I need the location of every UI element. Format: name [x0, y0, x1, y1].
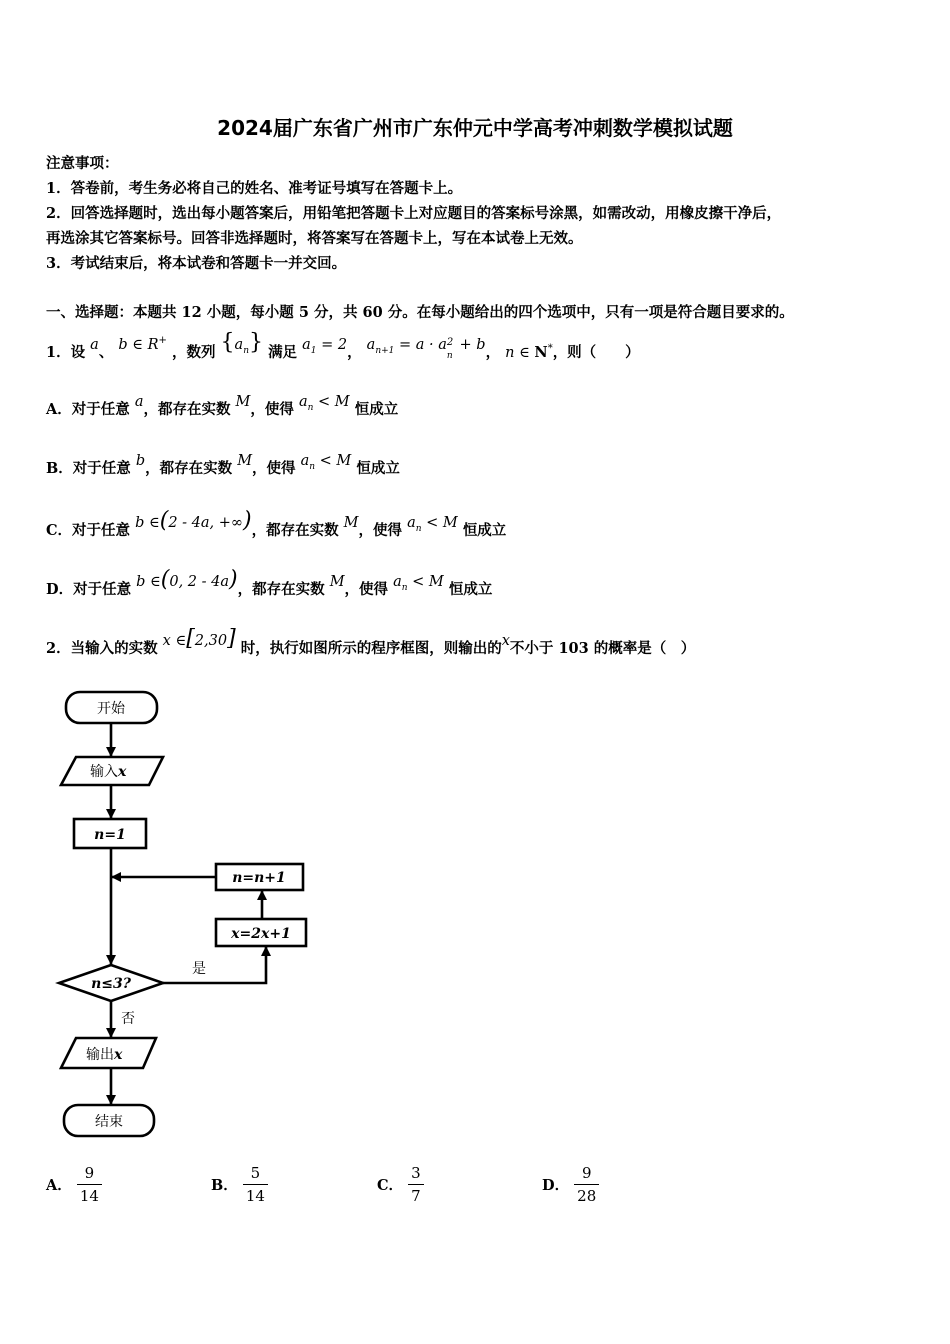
notice-item: 再选涂其它答案标号。回答非选择题时，将答案写在答题卡上，写在本试卷上无效。: [46, 230, 583, 247]
flow-update-n-label: n=n+1: [232, 870, 286, 886]
q1-option-c[interactable]: [46, 508, 507, 542]
q2-var-x: x: [501, 633, 510, 649]
flow-no-label: 否: [121, 1011, 135, 1027]
q2-rbracket: ]: [227, 626, 236, 651]
option-text: ，使得: [358, 522, 403, 539]
option-text: ，使得: [344, 581, 389, 598]
flowchart: [0, 680, 360, 1150]
range-value: 0, 2 - 4a: [169, 574, 230, 590]
option-text: ，都存在实数: [145, 460, 233, 477]
q2-text: 时，执行如图所示的程序框图，则输出的: [240, 640, 502, 657]
flow-arrow: [163, 947, 266, 983]
option-ineq: [298, 394, 350, 413]
option-ineq: [407, 515, 458, 534]
notice-item: 3．考试结束后，将本试卷和答题卡一并交回。: [46, 255, 347, 272]
option-var: a: [134, 394, 144, 410]
ineq-a: a: [298, 394, 308, 410]
q1-anext: a: [366, 337, 376, 353]
option-text: 对于任意: [72, 522, 131, 539]
option-label: D．: [46, 581, 74, 598]
option-text: 对于任意: [73, 581, 132, 598]
q2-choice-b[interactable]: [211, 1162, 268, 1207]
flow-input-text: 输入: [90, 764, 118, 780]
flow-output-var: x: [114, 1047, 123, 1063]
q1-b-in-r: b ∈ R: [118, 337, 159, 353]
q1-star: *: [547, 343, 553, 354]
option-text: ，都存在实数: [143, 401, 231, 418]
option-text: ，都存在实数: [251, 522, 339, 539]
q1-plusb: + b: [459, 337, 486, 353]
q1-option-a[interactable]: [46, 394, 399, 421]
option-range: [136, 567, 238, 592]
fraction-denominator: 14: [245, 1187, 265, 1205]
q1-n-in-N: n ∈ N*: [505, 343, 553, 361]
option-M: M: [343, 515, 359, 531]
ineq-lt: < M: [412, 574, 444, 590]
ineq-lt: < M: [318, 394, 350, 410]
fraction-denominator: 14: [79, 1187, 99, 1205]
q2-interval: [162, 626, 236, 651]
q2-text: 2．当输入的实数: [46, 640, 158, 657]
range-value: 2 - 4a, +∞: [168, 515, 243, 531]
q1-var-a: a: [90, 337, 99, 353]
option-text: 对于任意: [71, 401, 130, 418]
section-heading: 一、选择题：本题共 12 小题，每小题 5 分，共 60 分。在每小题给出的四个选项中，只有一项是符合题目要求的。: [46, 304, 794, 321]
choice-fraction: [408, 1162, 424, 1207]
q2-choice-c[interactable]: [377, 1162, 424, 1207]
notice-item: 1．答卷前，考生务必将自己的姓名、准考证号填写在答题卡上。: [46, 180, 463, 197]
fraction-numerator: 3: [408, 1162, 424, 1185]
flow-yes-label: 是: [192, 961, 206, 977]
option-text: 恒成立: [462, 522, 507, 539]
q1-sq: 2: [446, 337, 454, 348]
option-label: C．: [46, 522, 73, 539]
option-text: 恒成立: [356, 460, 400, 477]
q1-rec: = a · a: [399, 337, 447, 353]
option-text: ，使得: [252, 460, 296, 477]
q1-nplus1: n+1: [375, 346, 395, 356]
q1-option-d[interactable]: [46, 567, 493, 601]
q1-text: ，数列: [171, 344, 216, 361]
choice-label: D．: [542, 1177, 570, 1194]
flow-input-label: [90, 764, 127, 780]
option-text: ，使得: [250, 401, 294, 418]
range-lparen: (: [159, 508, 169, 533]
q1-recurrence: [366, 337, 486, 361]
q2-lbracket: [: [186, 626, 195, 651]
page-title: 2024届广东省广州市广东仲元中学高考冲刺数学模拟试题: [217, 116, 733, 140]
q1-b-set: [118, 337, 167, 353]
option-label: A．: [46, 401, 72, 418]
q1-seq-n: n: [243, 346, 249, 356]
choice-label: B．: [211, 1177, 238, 1194]
option-ineq: [393, 574, 444, 593]
flow-input-var: x: [118, 764, 127, 780]
choice-fraction: [77, 1162, 102, 1207]
ineq-a: a: [407, 515, 416, 531]
q1-seq: $\{a_n\}$: [220, 330, 263, 356]
q2-choice-d[interactable]: [542, 1162, 599, 1207]
notice-item: 2．回答选择题时，选出每小题答案后，用铅笔把答题卡上对应题目的答案标号涂黑，如需改动，用橡皮擦干净后，: [46, 205, 782, 222]
fraction-denominator: 7: [411, 1187, 421, 1205]
question-1: [46, 330, 640, 364]
q2-x-in: x ∈: [162, 633, 187, 649]
option-range: [135, 508, 252, 533]
choice-label: A．: [46, 1177, 72, 1194]
q2-choice-a[interactable]: [46, 1162, 102, 1207]
fraction-numerator: 9: [574, 1162, 599, 1185]
q1-text: 1．设: [46, 344, 86, 361]
q1-sub-one: 1: [310, 346, 317, 356]
range-b-in: b ∈: [136, 574, 161, 590]
range-lparen: (: [160, 567, 170, 592]
range-rparen: ): [229, 567, 238, 592]
question-2: [46, 626, 696, 659]
notice-heading: 注意事项：: [46, 155, 119, 172]
fraction-numerator: 9: [77, 1162, 102, 1185]
option-label: B．: [46, 460, 73, 477]
option-M: M: [235, 394, 251, 410]
ineq-n: n: [309, 462, 316, 472]
ineq-n: n: [401, 583, 408, 593]
q1-sub-n: n: [446, 351, 453, 361]
q1-comma: ，: [347, 344, 362, 361]
fraction-numerator: 5: [243, 1162, 268, 1185]
flow-condition-label: n≤3?: [91, 976, 131, 992]
range-rparen: ): [243, 508, 252, 533]
flow-update-x-label: x=2x+1: [231, 926, 291, 942]
q1-option-b[interactable]: [46, 453, 400, 480]
choice-fraction: [243, 1162, 268, 1207]
q1-a1-eq: = 2: [321, 337, 348, 353]
q2-text: 不小于 103 的概率是（ ）: [509, 640, 696, 657]
option-text: 恒成立: [448, 581, 493, 598]
ineq-a: a: [393, 574, 402, 590]
option-M: M: [237, 453, 253, 469]
option-text: 对于任意: [72, 460, 131, 477]
flow-output-label: [86, 1047, 123, 1063]
q1-sep: 、: [98, 344, 114, 361]
q1-seq-a: a: [234, 337, 244, 353]
q1-plus: +: [158, 335, 167, 346]
ineq-n: n: [415, 524, 422, 534]
fraction-denominator: 28: [577, 1187, 597, 1205]
option-M: M: [329, 574, 345, 590]
q1-tail: ，则（ ）: [552, 344, 640, 361]
choice-fraction: [574, 1162, 599, 1207]
q1-text: 满足: [268, 344, 298, 361]
q1-a1: $a_1 = 2$: [302, 337, 348, 356]
ineq-a: a: [300, 453, 310, 469]
option-text: ，都存在实数: [237, 581, 325, 598]
q1-comma2: ，: [485, 344, 501, 361]
range-b-in: b ∈: [135, 515, 160, 531]
ineq-n: n: [307, 403, 314, 413]
q2-interval-value: 2,30: [194, 633, 228, 649]
ineq-lt: < M: [426, 515, 458, 531]
flow-output-text: 输出: [86, 1047, 114, 1063]
choice-label: C．: [377, 1177, 404, 1194]
flow-start-label: 开始: [97, 701, 125, 717]
flow-end-label: 结束: [95, 1114, 123, 1130]
ineq-lt: < M: [319, 453, 352, 469]
option-text: 恒成立: [354, 401, 399, 418]
option-var: b: [135, 453, 146, 469]
option-ineq: [300, 453, 352, 472]
flow-init-label: n=1: [94, 827, 126, 843]
